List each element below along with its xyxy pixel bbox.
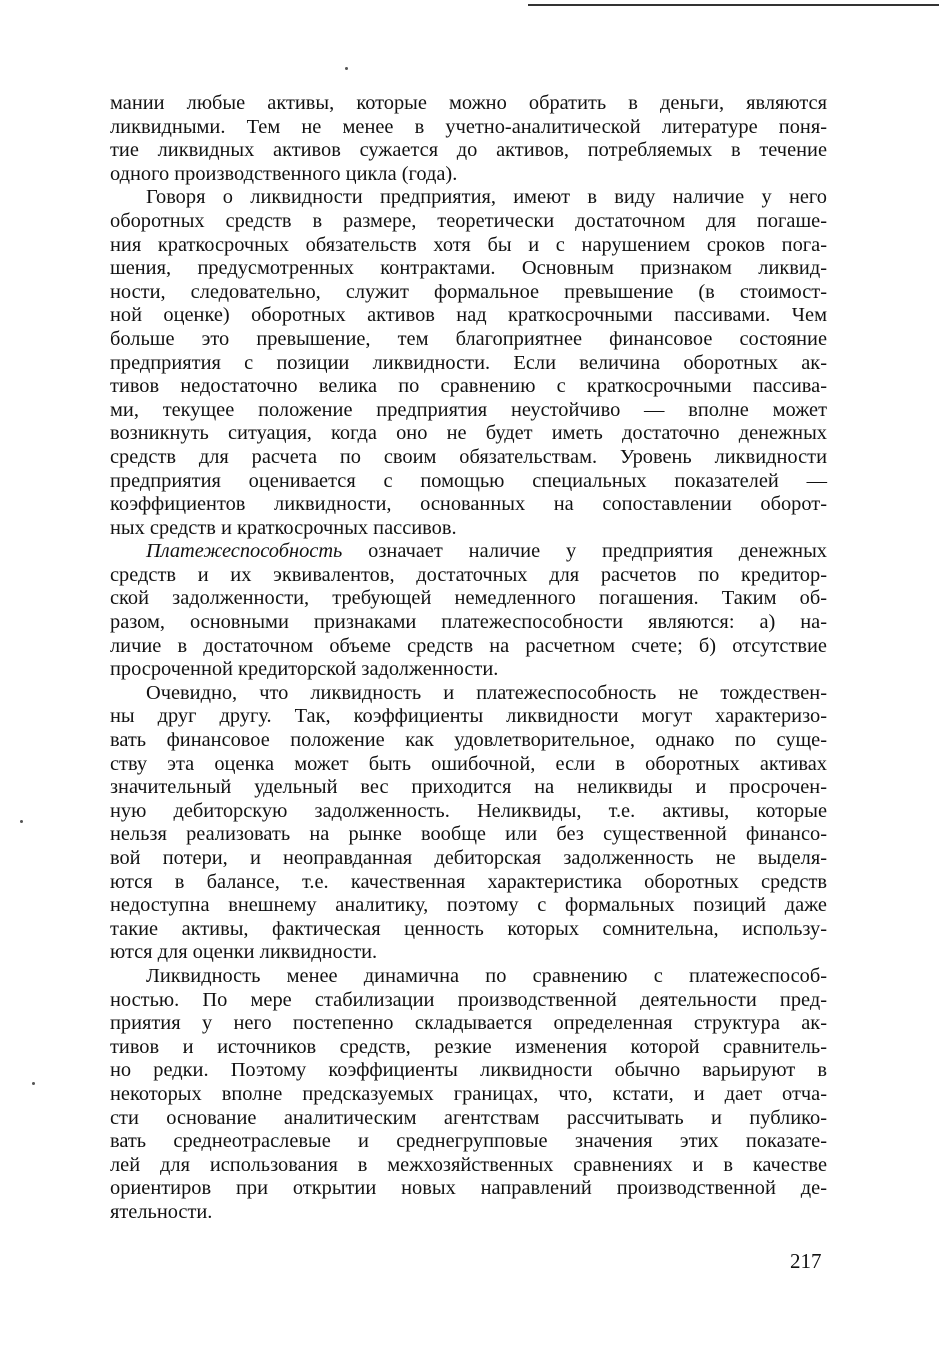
- scan-speck: [345, 67, 348, 70]
- paragraph-5: [110, 965, 827, 1225]
- text-line: предприятия оценивается с помощью специальных показателей —: [110, 469, 827, 492]
- text-line: такие активы, фактическая ценность которых сомнительна, использу-: [110, 917, 827, 940]
- text-line: больше это превышение, тем благоприятнее финансовое состояние: [110, 327, 827, 350]
- text-line: ностью. По мере стабилизации производственной деятельности пред-: [110, 988, 827, 1011]
- page-text: [110, 92, 827, 1225]
- text-line: ной оценке) оборотных активов над краткосрочными пассивами. Чем: [110, 304, 827, 327]
- text-line: ликвидными. Тем не менее в учетно-аналитической литературе поня-: [110, 115, 827, 138]
- text-line: ству эта оценка может быть ошибочной, если в оборотных активах: [110, 752, 827, 775]
- text-line: разом, основными признаками платежеспособности являются: а) на-: [110, 611, 827, 634]
- text-line: тивов и источников средств, резкие изменения которой сравнитель-: [110, 1035, 827, 1058]
- text-line: Очевидно, что ликвидность и платежеспособность не тождествен-: [146, 681, 827, 704]
- paragraph-2: [110, 186, 827, 540]
- text-line: ми, текущее положение предприятия неустойчиво — вполне может: [110, 398, 827, 421]
- text-line: недоступна внешнему аналитику, поэтому с формальных позиций даже: [110, 894, 827, 917]
- text-line: ны друг другу. Так, коэффициенты ликвидности могут характеризо-: [110, 705, 827, 728]
- text-line: ности, следовательно, служит формальное превышение (в стоимост-: [110, 280, 827, 303]
- text-line: лей для использования в межхозяйственных сравнениях и в качестве: [110, 1153, 827, 1176]
- text-line: Ликвидность менее динамична по сравнению с платежеспособ-: [146, 964, 827, 987]
- text-line: предприятия с позиции ликвидности. Если величина оборотных ак-: [110, 351, 827, 374]
- text-line: вой потери, и неоправданная дебиторская задолженность не выделя-: [110, 847, 827, 869]
- text-line: ную дебиторскую задолженность. Неликвиды, т.е. активы, которые: [110, 799, 827, 822]
- text-line: ных средств и краткосрочных пассивов.: [110, 516, 457, 539]
- text-line: шения, предусмотренных контрактами. Основным признаком ликвид-: [110, 257, 827, 280]
- text-line: [110, 540, 827, 564]
- text-line: приятия у него постепенно складывается определенная структура ак-: [110, 1012, 827, 1035]
- text-line: одного производственного цикла (года).: [110, 162, 458, 185]
- text-line: некоторых вполне предсказуемых границах, что, кстати, и дает отча-: [110, 1082, 827, 1105]
- text-line: средств для расчета по своим обязательствам. Уровень ликвидности: [110, 445, 827, 468]
- text-line: ются для оценки ликвидности.: [110, 941, 378, 964]
- text-line: ятельности.: [110, 1200, 213, 1223]
- text-line: возникнуть ситуация, когда оно не будет иметь достаточно денежных: [110, 422, 827, 445]
- text-line: ются в балансе, т.е. качественная характеристика оборотных средств: [110, 870, 827, 893]
- text-line: вать среднеотраслевые и среднегрупповые значения этих показате-: [110, 1130, 827, 1153]
- text-line: сти основание аналитическим агентствам рассчитывать и публико-: [110, 1106, 827, 1129]
- text-line: тие ликвидных активов сужается до активов, потребляемых в течение: [110, 139, 827, 162]
- paragraph-4: [110, 682, 827, 965]
- text-fragment: означает наличие у предприятия денежных: [342, 540, 827, 563]
- scan-speck: [32, 1082, 35, 1085]
- text-line: ской задолженности, требующей немедленного погашения. Таким об-: [110, 587, 827, 610]
- text-line: но редки. Поэтому коэффициенты ликвидности обычно варьируют в: [110, 1059, 827, 1082]
- text-line: значительный удельный вес приходится на неликвиды и просрочен-: [110, 776, 827, 799]
- text-line: нельзя реализовать на рынке вообще или без существенной финансо-: [110, 823, 827, 846]
- page-number: 217: [790, 1249, 822, 1273]
- scan-speck: [20, 820, 23, 823]
- paragraph-1: [110, 92, 827, 186]
- text-line: личие в достаточном объеме средств на расчетном счете; б) отсутствие: [110, 634, 827, 657]
- paragraph-3: [110, 540, 827, 682]
- top-rule: [528, 4, 939, 6]
- text-line: Говоря о ликвидности предприятия, имеют в виду наличие у него: [146, 186, 827, 209]
- text-line: мании любые активы, которые можно обратить в деньги, являются: [110, 92, 827, 114]
- text-line: оборотных средств в размере, теоретически достаточном для погаше-: [110, 209, 827, 232]
- text-line: вать финансовое положение как удовлетворительное, однако по суще-: [110, 729, 827, 752]
- term-solvency: Платежеспособность: [146, 540, 343, 563]
- text-line: коэффициентов ликвидности, основанных на сопоставлении оборот-: [110, 493, 827, 516]
- text-line: ориентиров при открытии новых направлений производственной де-: [110, 1177, 827, 1200]
- text-line: средств и их эквивалентов, достаточных для расчетов по кредитор-: [110, 563, 827, 586]
- text-line: просроченной кредиторской задолженности.: [110, 658, 499, 681]
- text-line: тивов недостаточно велика по сравнению с краткосрочными пассива-: [110, 375, 827, 398]
- text-line: ния краткосрочных обязательств хотя бы и с нарушением сроков пога-: [110, 233, 827, 256]
